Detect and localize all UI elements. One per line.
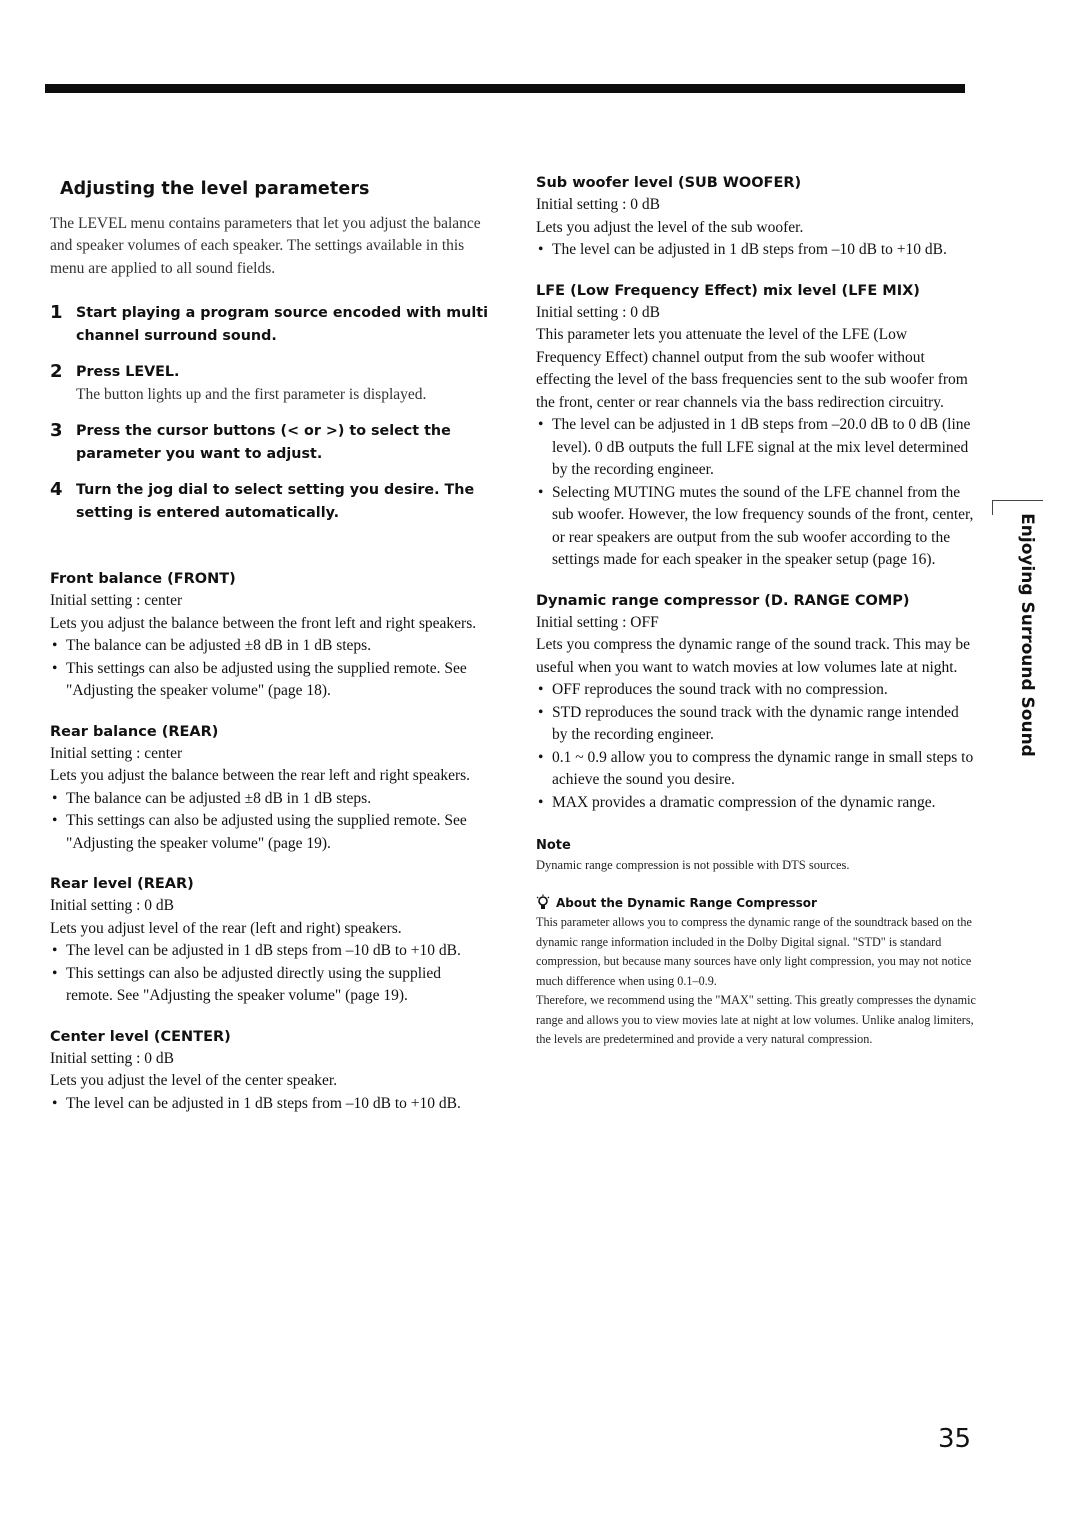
list-item: • STD reproduces the sound track with the dynamic range intended by the recording engineer.	[536, 702, 976, 747]
right-column	[536, 172, 976, 1050]
initial-setting: Initial setting : center	[50, 592, 183, 609]
section-heading: Center level (CENTER)	[50, 1028, 231, 1045]
tip-bulb-icon	[536, 894, 550, 912]
step-description: The button lights up and the first parameter is displayed.	[76, 385, 427, 403]
left-column	[50, 178, 490, 1115]
steps-list	[50, 302, 490, 524]
page-title: Adjusting the level parameters	[60, 179, 370, 199]
section-description: Lets you compress the dynamic range of the sound track. This may be useful when you want to watch movies at low volumes late at night.	[536, 636, 971, 676]
section-heading: Sub woofer level (SUB WOOFER)	[536, 175, 802, 191]
list-item: • MAX provides a dramatic compression of the dynamic range.	[536, 792, 976, 815]
section-front-balance	[50, 568, 490, 703]
section-dynamic-range	[536, 590, 976, 815]
list-item: • This settings can also be adjusted directly using the supplied remote. See "Adjusting the speaker volume" (page 19).	[50, 963, 490, 1008]
section-heading: Rear level (REAR)	[50, 876, 194, 892]
step-heading: Press the cursor buttons (< or >) to select the parameter you want to adjust.	[76, 423, 451, 462]
tip-heading: About the Dynamic Range Compressor	[556, 896, 817, 910]
initial-setting: Initial setting : OFF	[536, 613, 659, 631]
list-item: • The level can be adjusted in 1 dB steps from –20.0 dB to 0 dB (line level). 0 dB outputs the full LFE signal at the mix level determined by the recording engineer.	[536, 414, 976, 482]
section-rear-balance	[50, 721, 490, 856]
section-center-level	[50, 1026, 490, 1116]
section-description: Lets you adjust the level of the sub woofer.	[536, 218, 804, 236]
section-description: Lets you adjust the balance between the front left and right speakers.	[50, 614, 477, 632]
step-heading: Press LEVEL.	[76, 364, 180, 380]
list-item: • Selecting MUTING mutes the sound of the LFE channel from the sub woofer. However, the low frequency sounds of the front, center, or rear speakers are output from the sub woofer according to the settings made for each speaker in the speaker setup (page 16).	[536, 482, 976, 572]
tip-text: This parameter allows you to compress the dynamic range of the soundtrack based on the dynamic range information included in the Dolby Digital signal. "STD" is standard compression, but because many sources have only light compression, you may not notice much difference when using 0.1–0.9.	[536, 915, 972, 988]
section-sub-woofer	[536, 172, 976, 262]
section-heading: LFE (Low Frequency Effect) mix level (LFE MIX)	[536, 282, 920, 299]
section-heading: Dynamic range compressor (D. RANGE COMP)	[536, 592, 910, 609]
section-description: This parameter lets you attenuate the level of the LFE (Low Frequency Effect) channel output from the sub woofer without effecting the level of the bass frequencies sent to the sub woofer from the front, center or rear channels via the bass redirection circuitry.	[536, 326, 968, 411]
step-heading: Turn the jog dial to select setting you desire. The setting is entered automatically.	[76, 482, 475, 521]
step-heading: Start playing a program source encoded with multi channel surround sound.	[76, 305, 488, 344]
section-description: Lets you adjust the level of the center speaker.	[50, 1072, 338, 1089]
step-3	[50, 420, 490, 465]
list-item: • The level can be adjusted in 1 dB steps from –10 dB to +10 dB.	[50, 940, 490, 963]
initial-setting: Initial setting : 0 dB	[50, 897, 174, 914]
initial-setting: Initial setting : 0 dB	[536, 196, 660, 213]
list-item: • OFF reproduces the sound track with no compression.	[536, 679, 976, 702]
list-item: • The level can be adjusted in 1 dB steps from –10 dB to +10 dB.	[50, 1093, 490, 1116]
note-heading: Note	[536, 838, 571, 853]
side-tab-label	[1012, 513, 1042, 757]
list-item: • The level can be adjusted in 1 dB steps from –10 dB to +10 dB.	[536, 239, 976, 262]
step-number: 3	[50, 420, 63, 441]
section-rear-level	[50, 873, 490, 1008]
section-heading: Rear balance (REAR)	[50, 723, 219, 740]
step-number: 1	[50, 302, 63, 323]
list-item: • The balance can be adjusted ±8 dB in 1 dB steps.	[50, 635, 490, 658]
initial-setting: Initial setting : 0 dB	[50, 1049, 174, 1067]
tip-text-2: Therefore, we recommend using the "MAX" setting. This greatly compresses the dynamic range and allows you to view movies late at night at low volumes. Unlike analog limiters, the levels are predetermined and provide a very natural compression.	[536, 993, 976, 1046]
intro-text: The LEVEL menu contains parameters that let you adjust the balance and speaker volumes of each speaker. The settings available in this menu are applied to all sound fields.	[50, 214, 481, 277]
side-tab-text: Enjoying Surround Sound	[1017, 513, 1037, 757]
section-description: Lets you adjust level of the rear (left and right) speakers.	[50, 919, 402, 937]
page-number: 35	[938, 1424, 972, 1454]
section-lfe-mix	[536, 280, 976, 572]
step-number: 4	[50, 479, 63, 500]
list-item: • The balance can be adjusted ±8 dB in 1 dB steps.	[50, 788, 490, 811]
section-description: Lets you adjust the balance between the rear left and right speakers.	[50, 767, 471, 784]
list-item: • This settings can also be adjusted using the supplied remote. See "Adjusting the speaker volume" (page 19).	[50, 810, 490, 855]
initial-setting: Initial setting : center	[50, 744, 183, 762]
tip-heading-row	[536, 893, 976, 913]
step-4	[50, 479, 490, 524]
header-rule	[45, 84, 965, 93]
initial-setting: Initial setting : 0 dB	[536, 303, 660, 321]
step-2	[50, 361, 490, 406]
section-heading: Front balance (FRONT)	[50, 571, 236, 587]
list-item: • 0.1 ~ 0.9 allow you to compress the dynamic range in small steps to achieve the sound you desire.	[536, 747, 976, 792]
step-number: 2	[50, 361, 63, 382]
list-item: • This settings can also be adjusted using the supplied remote. See "Adjusting the speaker volume" (page 18).	[50, 658, 490, 703]
note-text: Dynamic range compression is not possible with DTS sources.	[536, 858, 850, 872]
step-1	[50, 302, 490, 347]
